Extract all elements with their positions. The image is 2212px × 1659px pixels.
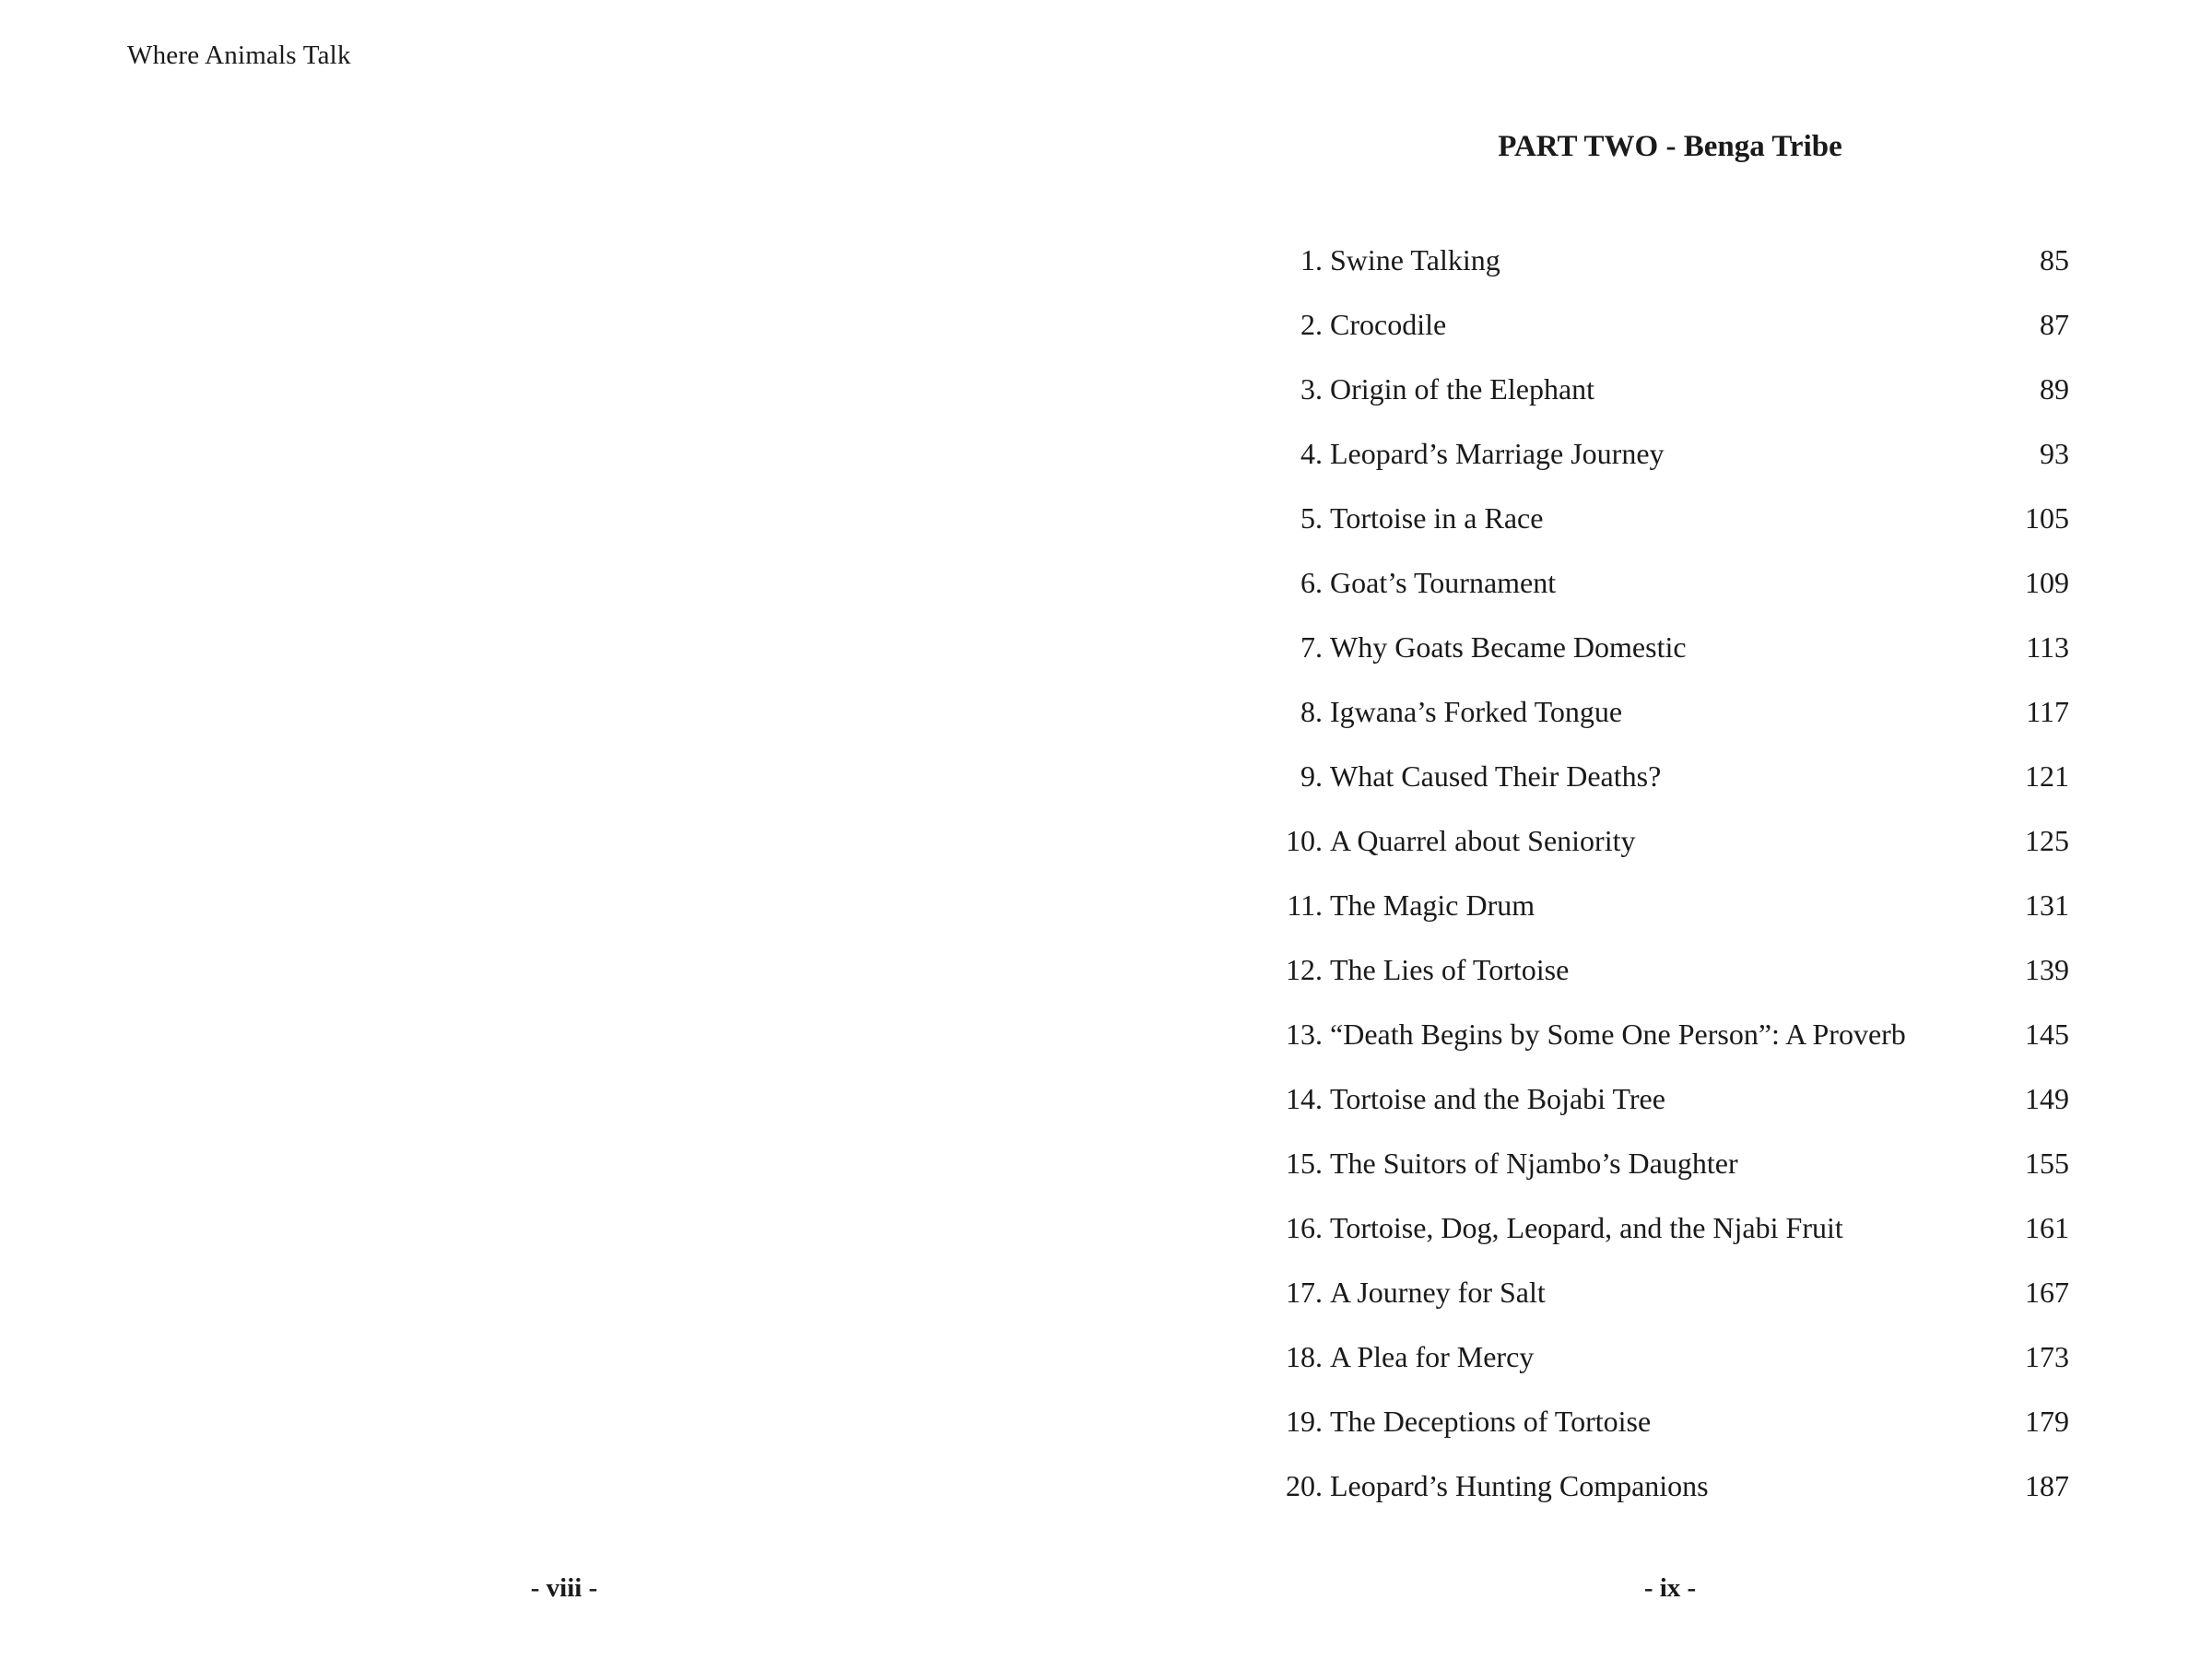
toc-entry-number: 9. [1300,759,1323,793]
toc-entry-number: 1. [1300,243,1323,276]
toc-entry-number: 18. [1286,1340,1323,1373]
toc-entry[interactable] [1267,240,2189,304]
toc-entry-title: A Journey for Salt [1330,1276,1546,1309]
toc-entry-page: 155 [2025,1147,2069,1180]
toc-entry-page: 105 [2025,501,2069,535]
toc-entry-title: Origin of the Elephant [1330,372,1595,406]
toc-entry-number: 8. [1300,695,1323,728]
toc-entry-page: 145 [2025,1018,2069,1051]
toc-entry-title: “Death Begins by Some One Person”: A Proverb [1330,1018,1906,1051]
toc-entry[interactable] [1267,304,2189,369]
running-head: Where Animals Talk [127,41,351,70]
toc-entry-number: 10. [1286,824,1323,857]
toc-entry-page: 113 [2026,630,2069,664]
toc-entry-page: 187 [2025,1469,2069,1502]
toc-entry-number: 19. [1286,1405,1323,1438]
toc-entry[interactable] [1267,1207,2189,1272]
toc-entry-number: 2. [1300,308,1323,341]
toc-entry[interactable] [1267,885,2189,949]
toc-entry-title: Swine Talking [1330,243,1500,276]
toc-entry-page: 117 [2026,695,2069,728]
toc-entry-title: The Deceptions of Tortoise [1330,1405,1652,1438]
toc-entry[interactable] [1267,691,2189,756]
toc-entry[interactable] [1267,627,2189,691]
toc-entry-number: 14. [1286,1082,1323,1115]
toc-entry-title: A Plea for Mercy [1330,1340,1535,1373]
table-of-contents [1267,240,2189,1530]
toc-entry-number: 15. [1286,1147,1323,1180]
toc-entry-page: 173 [2025,1340,2069,1373]
toc-entry-title: The Lies of Tortoise [1330,953,1570,986]
toc-entry-title: Tortoise in a Race [1330,501,1544,535]
toc-entry-page: 125 [2025,824,2069,857]
toc-entry-title: Goat’s Tournament [1330,566,1557,599]
toc-entry-number: 17. [1286,1276,1323,1309]
toc-entry-title: Igwana’s Forked Tongue [1330,695,1623,728]
toc-entry-title: The Magic Drum [1330,888,1535,922]
toc-entry-page: 179 [2025,1405,2069,1438]
toc-entry-page: 89 [2040,372,2069,406]
toc-entry-number: 5. [1300,501,1323,535]
toc-entry[interactable] [1267,1336,2189,1401]
toc-entry[interactable] [1267,1465,2189,1530]
toc-entry-page: 85 [2040,243,2069,276]
toc-entry[interactable] [1267,369,2189,433]
toc-entry-page: 167 [2025,1276,2069,1309]
toc-entry[interactable] [1267,562,2189,627]
toc-entry-title: The Suitors of Njambo’s Daughter [1330,1147,1738,1180]
toc-entry-number: 6. [1300,566,1323,599]
toc-entry-title: Why Goats Became Domestic [1330,630,1687,664]
toc-entry-page: 87 [2040,308,2069,341]
toc-entry[interactable] [1267,498,2189,562]
toc-entry-number: 4. [1300,437,1323,470]
toc-entry-page: 121 [2025,759,2069,793]
toc-entry-number: 11. [1287,888,1323,922]
toc-entry-page: 93 [2040,437,2069,470]
page-number-right: - ix - [1643,1573,1697,1603]
toc-entry-page: 131 [2025,888,2069,922]
toc-entry-number: 12. [1286,953,1323,986]
toc-entry[interactable] [1267,1143,2189,1207]
toc-entry-number: 13. [1286,1018,1323,1051]
toc-entry-title: Tortoise, Dog, Leopard, and the Njabi Fruit [1330,1211,1843,1244]
toc-entry[interactable] [1267,1014,2189,1078]
toc-entry[interactable] [1267,1078,2189,1143]
toc-entry-title: Crocodile [1330,308,1447,341]
toc-entry[interactable] [1267,1401,2189,1465]
part-title: PART TWO - Benga Tribe [1498,130,1842,163]
toc-entry-page: 161 [2025,1211,2069,1244]
toc-entry[interactable] [1267,756,2189,820]
toc-entry[interactable] [1267,820,2189,885]
toc-entry-page: 109 [2025,566,2069,599]
right-page [1106,0,2212,1659]
toc-entry-title: Leopard’s Hunting Companions [1330,1469,1709,1502]
toc-entry-number: 7. [1300,630,1323,664]
toc-entry-number: 3. [1300,372,1323,406]
toc-entry-page: 149 [2025,1082,2069,1115]
toc-entry[interactable] [1267,433,2189,498]
page-number-left: - viii - [530,1573,598,1603]
toc-entry-title: What Caused Their Deaths? [1330,759,1662,793]
toc-entry-number: 20. [1286,1469,1323,1502]
toc-entry-title: Tortoise and the Bojabi Tree [1330,1082,1665,1115]
toc-entry-title: A Quarrel about Seniority [1330,824,1636,857]
toc-entry-title: Leopard’s Marriage Journey [1330,437,1665,470]
toc-entry-page: 139 [2025,953,2069,986]
toc-entry-number: 16. [1286,1211,1323,1244]
toc-entry[interactable] [1267,1272,2189,1336]
toc-entry[interactable] [1267,949,2189,1014]
